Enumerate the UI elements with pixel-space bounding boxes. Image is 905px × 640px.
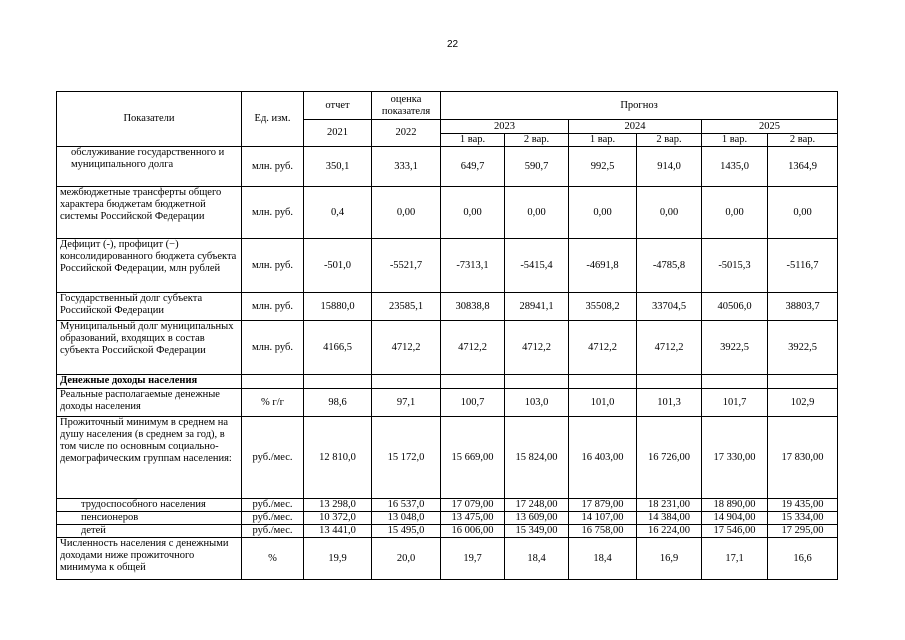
- header-variant-1: 1 вар.: [569, 134, 637, 147]
- cell-value: 23585,1: [372, 293, 441, 321]
- cell-value: 1435,0: [702, 147, 768, 187]
- cell-value: 18,4: [569, 538, 637, 580]
- section-row: [57, 375, 838, 389]
- row-unit: млн. руб.: [242, 239, 304, 293]
- cell-value: 30838,8: [441, 293, 505, 321]
- cell-value: 4712,2: [505, 321, 569, 375]
- row-label: Государственный долг субъекта Российской Федерации: [57, 293, 242, 321]
- cell-value: 16,9: [637, 538, 702, 580]
- table-row: [57, 147, 838, 187]
- cell-value: 0,00: [505, 187, 569, 239]
- cell-value: 16 758,00: [569, 525, 637, 538]
- cell-value: 15 669,00: [441, 417, 505, 499]
- cell-value: 4712,2: [441, 321, 505, 375]
- table-row: [57, 293, 838, 321]
- page-number: 22: [446, 39, 459, 50]
- cell-value: 16 537,0: [372, 499, 441, 512]
- header-variant-2: 2 вар.: [505, 134, 569, 147]
- table-row: [57, 499, 838, 512]
- cell-value: 15880,0: [304, 293, 372, 321]
- cell-value: 17 546,00: [702, 525, 768, 538]
- cell-value: 17 330,00: [702, 417, 768, 499]
- header-year-2021: 2021: [304, 120, 372, 147]
- row-unit: % г/г: [242, 389, 304, 417]
- row-unit: млн. руб.: [242, 147, 304, 187]
- cell-value: 4712,2: [569, 321, 637, 375]
- header-variant-2: 2 вар.: [768, 134, 838, 147]
- cell-value: 98,6: [304, 389, 372, 417]
- table-row: [57, 525, 838, 538]
- cell-value: 14 107,00: [569, 512, 637, 525]
- cell-value: -4785,8: [637, 239, 702, 293]
- forecast-table: [56, 91, 838, 580]
- cell-value: 914,0: [637, 147, 702, 187]
- cell-value: 0,00: [441, 187, 505, 239]
- cell-value: 101,3: [637, 389, 702, 417]
- cell-value: 10 372,0: [304, 512, 372, 525]
- cell-value: 0,00: [569, 187, 637, 239]
- row-unit: руб./мес.: [242, 525, 304, 538]
- cell-value: 18,4: [505, 538, 569, 580]
- row-label: трудоспособного населения: [57, 499, 242, 512]
- header-estimate: оценка показателя: [372, 92, 441, 120]
- cell-value: 4166,5: [304, 321, 372, 375]
- cell-value: 17,1: [702, 538, 768, 580]
- header-forecast: Прогноз: [441, 92, 838, 120]
- cell-value: 16 403,00: [569, 417, 637, 499]
- cell-value: 17 079,00: [441, 499, 505, 512]
- table-row: [57, 512, 838, 525]
- cell-value: 17 295,00: [768, 525, 838, 538]
- row-unit: руб./мес.: [242, 417, 304, 499]
- cell-value: 38803,7: [768, 293, 838, 321]
- cell-value: -501,0: [304, 239, 372, 293]
- header-variant-1: 1 вар.: [702, 134, 768, 147]
- row-label: Реальные располагаемые денежные доходы населения: [57, 389, 242, 417]
- row-label: Прожиточный минимум в среднем на душу населения (в среднем за год), в том числе по основным социально-демографическим группам населения:: [57, 417, 242, 499]
- header-unit: Ед. изм.: [242, 92, 304, 147]
- header-indicators: Показатели: [57, 92, 242, 147]
- cell-value: 18 231,00: [637, 499, 702, 512]
- table-row: [57, 538, 838, 580]
- cell-value: 100,7: [441, 389, 505, 417]
- row-unit: %: [242, 538, 304, 580]
- cell-value: 12 810,0: [304, 417, 372, 499]
- cell-value: 0,00: [702, 187, 768, 239]
- section-label: Денежные доходы населения: [57, 375, 242, 389]
- table-row: [57, 239, 838, 293]
- cell-value: 4712,2: [372, 321, 441, 375]
- row-unit: руб./мес.: [242, 512, 304, 525]
- row-label: детей: [57, 525, 242, 538]
- cell-value: 4712,2: [637, 321, 702, 375]
- cell-value: -4691,8: [569, 239, 637, 293]
- cell-value: 17 830,00: [768, 417, 838, 499]
- cell-value: 18 890,00: [702, 499, 768, 512]
- cell-value: 103,0: [505, 389, 569, 417]
- header-variant-1: 1 вар.: [441, 134, 505, 147]
- cell-value: 17 248,00: [505, 499, 569, 512]
- row-label: Муниципальный долг муниципальных образований, входящих в состав субъекта Российской Федерации: [57, 321, 242, 375]
- cell-value: 20,0: [372, 538, 441, 580]
- header-year-2025: 2025: [702, 120, 838, 134]
- cell-value: 16 726,00: [637, 417, 702, 499]
- cell-value: 0,00: [768, 187, 838, 239]
- cell-value: 101,0: [569, 389, 637, 417]
- cell-value: 16 006,00: [441, 525, 505, 538]
- cell-value: 33704,5: [637, 293, 702, 321]
- row-unit: руб./мес.: [242, 499, 304, 512]
- cell-value: 13 048,0: [372, 512, 441, 525]
- table-row: [57, 389, 838, 417]
- table-row: [57, 417, 838, 499]
- row-label: Дефицит (-), профицит (−) консолидированного бюджета субъекта Российской Федерации, млн рублей: [57, 239, 242, 293]
- cell-value: 102,9: [768, 389, 838, 417]
- row-unit: млн. руб.: [242, 293, 304, 321]
- cell-value: 992,5: [569, 147, 637, 187]
- cell-value: 35508,2: [569, 293, 637, 321]
- row-label: межбюджетные трансферты общего характера бюджетам бюджетной системы Российской Федерации: [57, 187, 242, 239]
- cell-value: 40506,0: [702, 293, 768, 321]
- cell-value: 14 384,00: [637, 512, 702, 525]
- cell-value: 19,9: [304, 538, 372, 580]
- cell-value: 14 904,00: [702, 512, 768, 525]
- cell-value: 13 609,00: [505, 512, 569, 525]
- cell-value: 3922,5: [768, 321, 838, 375]
- cell-value: 101,7: [702, 389, 768, 417]
- row-unit: млн. руб.: [242, 321, 304, 375]
- cell-value: 28941,1: [505, 293, 569, 321]
- cell-value: -5116,7: [768, 239, 838, 293]
- cell-value: 15 349,00: [505, 525, 569, 538]
- cell-value: -5415,4: [505, 239, 569, 293]
- cell-value: 13 298,0: [304, 499, 372, 512]
- cell-value: 15 334,00: [768, 512, 838, 525]
- cell-value: 19 435,00: [768, 499, 838, 512]
- cell-value: -5015,3: [702, 239, 768, 293]
- row-label: пенсионеров: [57, 512, 242, 525]
- cell-value: 16 224,00: [637, 525, 702, 538]
- cell-value: 649,7: [441, 147, 505, 187]
- row-unit: млн. руб.: [242, 187, 304, 239]
- cell-value: 0,00: [637, 187, 702, 239]
- header-variant-2: 2 вар.: [637, 134, 702, 147]
- cell-value: 13 475,00: [441, 512, 505, 525]
- cell-value: 3922,5: [702, 321, 768, 375]
- header-year-2023: 2023: [441, 120, 569, 134]
- cell-value: 97,1: [372, 389, 441, 417]
- cell-value: 0,00: [372, 187, 441, 239]
- cell-value: 15 495,0: [372, 525, 441, 538]
- table-row: [57, 321, 838, 375]
- cell-value: -5521,7: [372, 239, 441, 293]
- cell-value: 16,6: [768, 538, 838, 580]
- row-label: Численность населения с денежными доходами ниже прожиточного минимума к общей: [57, 538, 242, 580]
- cell-value: -7313,1: [441, 239, 505, 293]
- header-year-2024: 2024: [569, 120, 702, 134]
- cell-value: 1364,9: [768, 147, 838, 187]
- cell-value: 19,7: [441, 538, 505, 580]
- row-label: обслуживание государственного и муниципального долга: [57, 147, 242, 187]
- cell-value: 333,1: [372, 147, 441, 187]
- cell-value: 0,4: [304, 187, 372, 239]
- cell-value: 17 879,00: [569, 499, 637, 512]
- cell-value: 13 441,0: [304, 525, 372, 538]
- header-year-2022: 2022: [372, 120, 441, 147]
- cell-value: 590,7: [505, 147, 569, 187]
- table-row: [57, 187, 838, 239]
- header-report: отчет: [304, 92, 372, 120]
- cell-value: 15 824,00: [505, 417, 569, 499]
- cell-value: 350,1: [304, 147, 372, 187]
- cell-value: 15 172,0: [372, 417, 441, 499]
